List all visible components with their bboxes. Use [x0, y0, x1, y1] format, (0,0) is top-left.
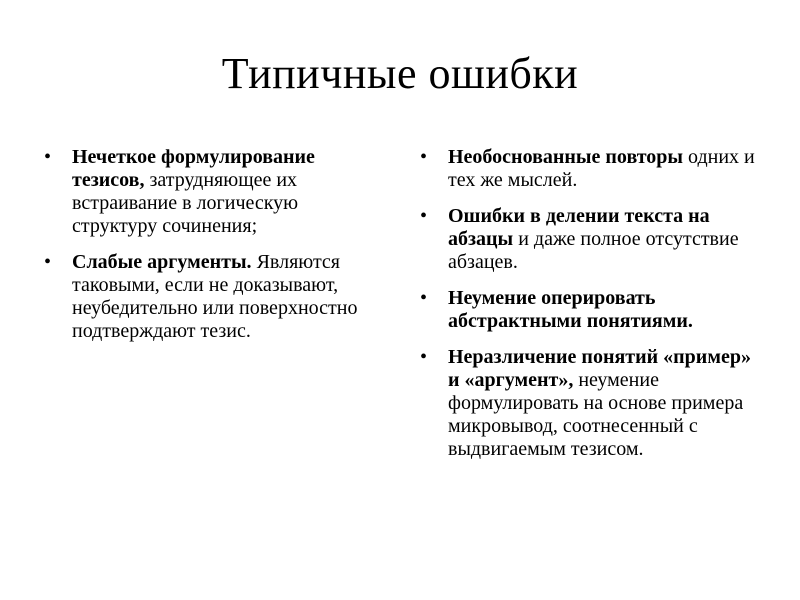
- right-column: [420, 146, 760, 474]
- list-item: [44, 251, 374, 343]
- list-item: [420, 205, 760, 274]
- bullet-icon: •: [420, 346, 428, 368]
- item-bold-text: Необоснованные повторы: [448, 146, 684, 168]
- item-bold-text: Нечеткое формулирование тезисов,: [72, 146, 315, 191]
- item-text: Являются таковыми, если не доказывают, неубедительно или поверхностно подтверждают тезис.: [72, 251, 358, 342]
- item-bold-text: Неразличение понятий «пример» и «аргумент»,: [448, 346, 751, 391]
- bullet-icon: •: [420, 205, 428, 227]
- list-item: [420, 346, 760, 461]
- list-item: [420, 287, 760, 333]
- bullet-icon: •: [420, 146, 428, 168]
- bullet-icon: •: [44, 146, 52, 168]
- item-bold-text: Слабые аргументы.: [72, 251, 252, 273]
- item-text: неумение формулировать на основе примера микровывод, соотнесенный с выдвигаемым тезисом.: [448, 369, 744, 460]
- item-text: затрудняющее их встраивание в логическую структуру сочинения;: [72, 169, 299, 237]
- bullet-icon: •: [44, 251, 52, 273]
- right-bullet-list: [420, 146, 760, 461]
- left-bullet-list: [44, 146, 374, 343]
- left-column: [44, 146, 374, 356]
- item-bold-text: Ошибки в делении текста на абзацы: [448, 205, 710, 250]
- item-bold-text: Неумение оперировать абстрактными понятиями.: [448, 287, 693, 332]
- item-text: одних и тех же мыслей.: [448, 146, 755, 191]
- slide-title: Типичные ошибки: [221, 49, 579, 98]
- item-text: и даже полное отсутствие абзацев.: [448, 228, 739, 273]
- list-item: [420, 146, 760, 192]
- bullet-icon: •: [420, 287, 428, 309]
- list-item: [44, 146, 374, 238]
